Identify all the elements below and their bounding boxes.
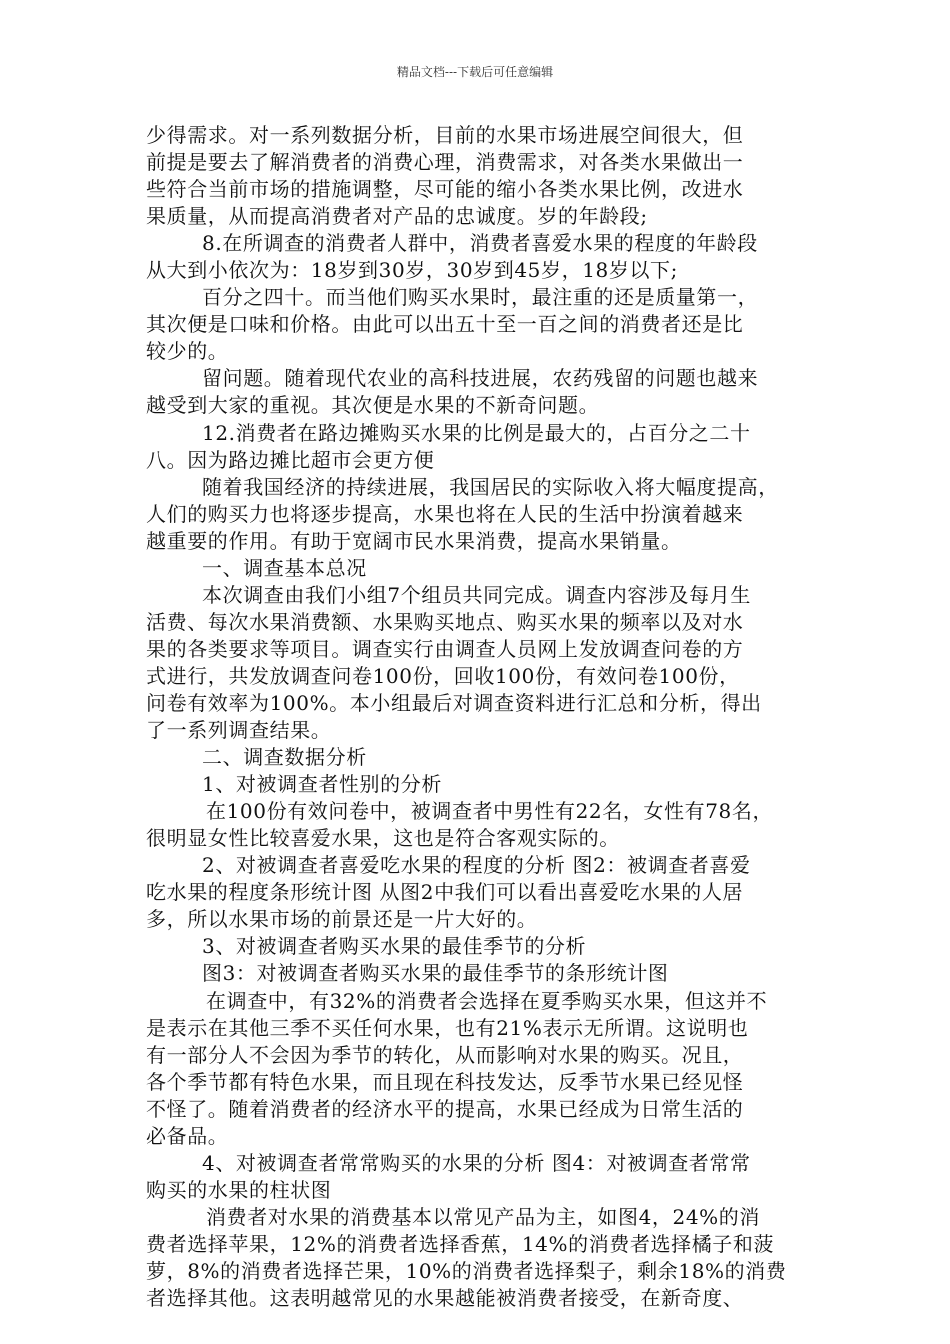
text-line: 问卷有效率为100%。本小组最后对调查资料进行汇总和分析，得出 [146,690,762,715]
text-line: 多，所以水果市场的前景还是一片大好的。 [146,907,538,932]
text-line: 前提是要去了解消费者的消费心理，消费需求，对各类水果做出一 [146,150,744,175]
text-line: 果质量，从而提高消费者对产品的忠诚度。岁的年龄段; [146,204,648,229]
text-line: 12.消费者在路边摊购买水果的比例是最大的，占百分之二十 [202,420,751,445]
text-line: 八。因为路边摊比超市会更方便 [146,447,435,472]
text-line: 些符合当前市场的措施调整，尽可能的缩小各类水果比例，改进水 [146,177,744,202]
text-line: 各个季节都有特色水果，而且现在科技发达，反季节水果已经见怪 [146,1069,744,1094]
text-line: 购买的水果的柱状图 [146,1177,332,1202]
text-line: 在调查中，有32%的消费者会选择在夏季购买水果，但这并不 [206,988,768,1013]
text-line: 2、对被调查者喜爱吃水果的程度的分析 图2：被调查者喜爱 [202,853,751,878]
text-line: 二、调查数据分析 [202,745,367,770]
text-line: 者选择其他。这表明越常见的水果越能被消费者接受，在新奇度、 [146,1286,744,1311]
text-line: 不怪了。随着消费者的经济水平的提高，水果已经成为日常生活的 [146,1096,744,1121]
text-line: 活费、每次水果消费额、水果购买地点、购买水果的频率以及对水 [146,609,744,634]
text-line: 必备品。 [146,1123,229,1148]
document-body [146,122,810,1312]
text-line: 人们的购买力也将逐步提高，水果也将在人民的生活中扮演着越来 [146,501,744,526]
text-line: 较少的。 [146,339,229,364]
text-line: 吃水果的程度条形统计图 从图2中我们可以看出喜爱吃水果的人居 [146,880,744,905]
text-line: 在100份有效问卷中，被调查者中男性有22名，女性有78名， [206,799,774,824]
text-line: 留问题。随着现代农业的高科技进展，农药残留的问题也越来 [202,366,759,391]
text-line: 图3：对被调查者购买水果的最佳季节的条形统计图 [202,961,669,986]
text-line: 是表示在其他三季不买任何水果，也有21%表示无所谓。这说明也 [146,1015,749,1040]
text-line: 3、对被调查者购买水果的最佳季节的分析 [202,934,587,959]
text-line: 消费者对水果的消费基本以常见产品为主，如图4，24%的消 [206,1204,760,1229]
text-line: 4、对被调查者常常购买的水果的分析 图4：对被调查者常常 [202,1150,751,1175]
text-line: 越重要的作用。有助于宽阔市民水果消费，提高水果销量。 [146,528,682,553]
text-line: 百分之四十。而当他们购买水果时，最注重的还是质量第一， [202,285,759,310]
text-line: 8.在所调查的消费者人群中，消费者喜爱水果的程度的年龄段 [202,231,758,256]
text-line: 少得需求。对一系列数据分析，目前的水果市场进展空间很大，但 [146,123,744,147]
text-line: 了一系列调查结果。 [146,718,332,743]
text-line: 本次调查由我们小组7个组员共同完成。调查内容涉及每月生 [202,582,751,607]
text-line: 一、调查基本总况 [202,555,367,580]
text-line: 1、对被调查者性别的分析 [202,772,442,797]
text-line: 萝，8%的消费者选择芒果，10%的消费者选择梨子，剩余18%的消费 [146,1258,787,1283]
text-line: 从大到小依次为：18岁到30岁，30岁到45岁，18岁以下; [146,258,678,283]
text-line: 其次便是口味和价格。由此可以出五十至一百之间的消费者还是比 [146,312,744,337]
text-line: 越受到大家的重视。其次便是水果的不新奇问题。 [146,393,600,418]
text-line: 费者选择苹果，12%的消费者选择香蕉，14%的消费者选择橘子和菠 [146,1231,775,1256]
text-line: 很明显女性比较喜爱水果，这也是符合客观实际的。 [146,826,620,851]
text-line: 果的各类要求等项目。调查实行由调查人员网上发放调查问卷的方 [146,636,744,661]
text-line: 随着我国经济的持续进展，我国居民的实际收入将大幅度提高， [202,474,779,499]
text-line: 有一部分人不会因为季节的转化，从而影响对水果的购买。况且， [146,1042,744,1067]
text-line: 式进行，共发放调查问卷100份，回收100份，有效问卷100份， [146,663,740,688]
page-header: 精品文档---下载后可任意编辑 [396,65,554,79]
